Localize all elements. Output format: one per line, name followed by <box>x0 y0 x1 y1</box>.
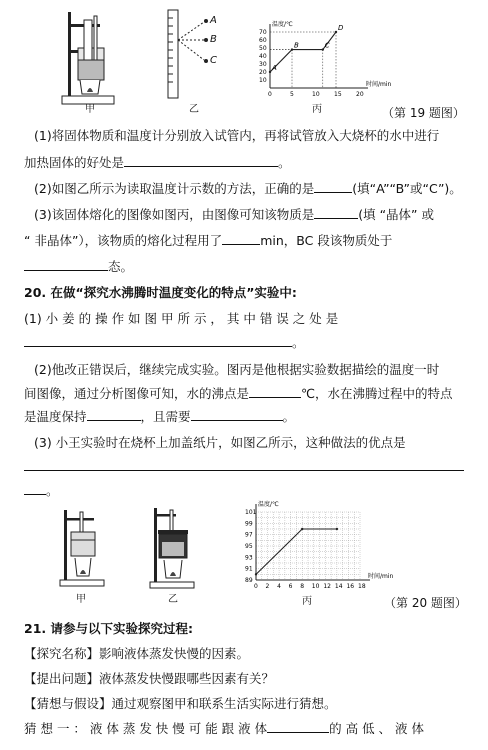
q19-label-b: B <box>210 34 217 45</box>
q20-line-1: (1) 小 姜 的 操 作 如 图 甲 所 示 ， 其 中 错 误 之 处 是 <box>24 311 339 326</box>
y-tick-label: 30 <box>259 61 267 68</box>
q19-label-a: A <box>210 15 217 26</box>
y-tick-label: 70 <box>259 29 267 36</box>
data-point <box>255 573 257 575</box>
x-tick-label: 5 <box>290 91 294 98</box>
q20-line-4: 间图像，通过分析图像可知，水的沸点是 ℃，水在沸腾过程中的特点 <box>24 386 453 401</box>
y-tick-label: 101 <box>245 509 257 516</box>
y-tick-label: 40 <box>259 53 267 60</box>
x-tick-label: 15 <box>334 91 342 98</box>
q21-line-4: 猜 想 一 ： 液 体 蒸 发 快 慢 可 能 跟 液 体 的 高 低 、 液 体 <box>24 721 425 736</box>
y-tick-label: 99 <box>245 520 253 528</box>
data-point <box>269 71 271 73</box>
q20-bing-label: 丙 <box>302 596 312 607</box>
q19-chart-bing <box>250 20 392 102</box>
x-tick-label: 20 <box>356 91 364 98</box>
point-label: A <box>272 64 277 72</box>
q19-line-1: (1)将固体物质和温度计分别放入试管内，再将试管放入大烧杯的水中进行 <box>34 128 440 143</box>
q19-line-6: 态。 <box>24 258 133 276</box>
q20-line-2: 。 <box>24 334 305 352</box>
y-tick-label: 97 <box>245 531 253 539</box>
y-tick-label: 89 <box>245 577 253 584</box>
x-tick-label: 0 <box>268 91 272 98</box>
point-label: C <box>324 41 330 50</box>
q20-line-5: 是温度保持 ，且需要 。 <box>24 409 296 424</box>
data-point <box>301 528 303 530</box>
q20-jia-label: 甲 <box>76 594 86 605</box>
x-axis-label: 时间/min <box>366 81 392 88</box>
y-tick-label: 95 <box>245 543 253 550</box>
q20-line-3: (2)他改正错误后，继续完成实验。图丙是他根据实验数据描绘的温度一时 <box>34 362 440 377</box>
q19-line-4: (3)该固体熔化的图像如图丙，由图像可知该物质是 (填 “晶体” 或 <box>34 207 434 222</box>
data-point <box>322 48 324 50</box>
q20-line-6: (3) 小王实验时在烧杯上加盖纸片，如图乙所示，这种做法的优点是 <box>34 435 406 450</box>
q19-figure-jia <box>60 10 120 108</box>
y-tick-label: 10 <box>259 77 267 84</box>
x-tick-label: 10 <box>312 91 320 98</box>
x-tick-label: 0 <box>254 583 258 590</box>
q19-figure-yi <box>160 6 230 102</box>
x-tick-label: 12 <box>323 583 331 590</box>
q20-title: 20. 在做“探究水沸腾时温度变化的特点”实验中: <box>24 285 297 300</box>
x-tick-label: 16 <box>346 583 355 590</box>
q19-line-5: “ 非晶体”），该物质的熔化过程用了 min，BC 段该物质处于 <box>24 233 393 248</box>
y-tick-label: 60 <box>259 37 267 44</box>
x-tick-label: 2 <box>265 583 270 590</box>
q19-jia-label: 甲 <box>85 104 95 115</box>
q19-yi-label: 乙 <box>189 104 199 115</box>
x-tick-label: 4 <box>277 583 281 590</box>
x-tick-label: 6 <box>288 583 293 590</box>
q20-figure-jia <box>58 508 108 588</box>
q20-yi-label: 乙 <box>168 594 178 605</box>
y-tick-label: 20 <box>259 69 267 76</box>
q21-line-2: 【提出问题】液体蒸发快慢跟哪些因素有关？ <box>24 671 275 686</box>
x-tick-label: 8 <box>300 583 305 590</box>
q21-line-1: 【探究名称】影响液体蒸发快慢的因素。 <box>24 646 250 661</box>
q20-line-8: 。 <box>24 482 59 500</box>
y-axis-label: 温度/℃ <box>272 21 293 28</box>
q19-label-c: C <box>210 55 217 66</box>
q21-line-3: 【猜想与假设】通过观察图甲和联系生活实际进行猜想。 <box>24 696 337 711</box>
y-tick-label: 91 <box>245 565 253 573</box>
point-label: D <box>338 24 344 32</box>
q19-caption: （第 19 题图） <box>382 106 465 120</box>
q21-title: 21. 请参与以下实验探究过程: <box>24 621 193 636</box>
y-axis-label: 温度/℃ <box>258 501 279 508</box>
x-tick-label: 18 <box>358 583 366 590</box>
q20-caption: （第 20 题图） <box>384 596 467 610</box>
data-line <box>270 32 336 72</box>
q19-bing-label: 丙 <box>312 104 322 115</box>
q19-line-3: (2)如图乙所示为读取温度计示数的方法，正确的是 (填“A”“B”或“C”)。 <box>34 181 462 196</box>
x-tick-label: 14 <box>334 583 343 590</box>
q19-line-2: 加热固体的好处是 。 <box>24 155 291 170</box>
x-tick-label: 10 <box>311 583 320 590</box>
data-point <box>336 528 338 530</box>
x-axis-label: 时间/min <box>368 573 394 580</box>
q20-figure-yi <box>148 506 198 590</box>
point-label: B <box>294 41 299 50</box>
q20-chart-bing <box>234 500 394 596</box>
y-tick-label: 93 <box>245 554 253 562</box>
data-point <box>335 31 337 33</box>
q20-line-7 <box>24 458 464 476</box>
y-tick-label: 50 <box>259 45 267 52</box>
